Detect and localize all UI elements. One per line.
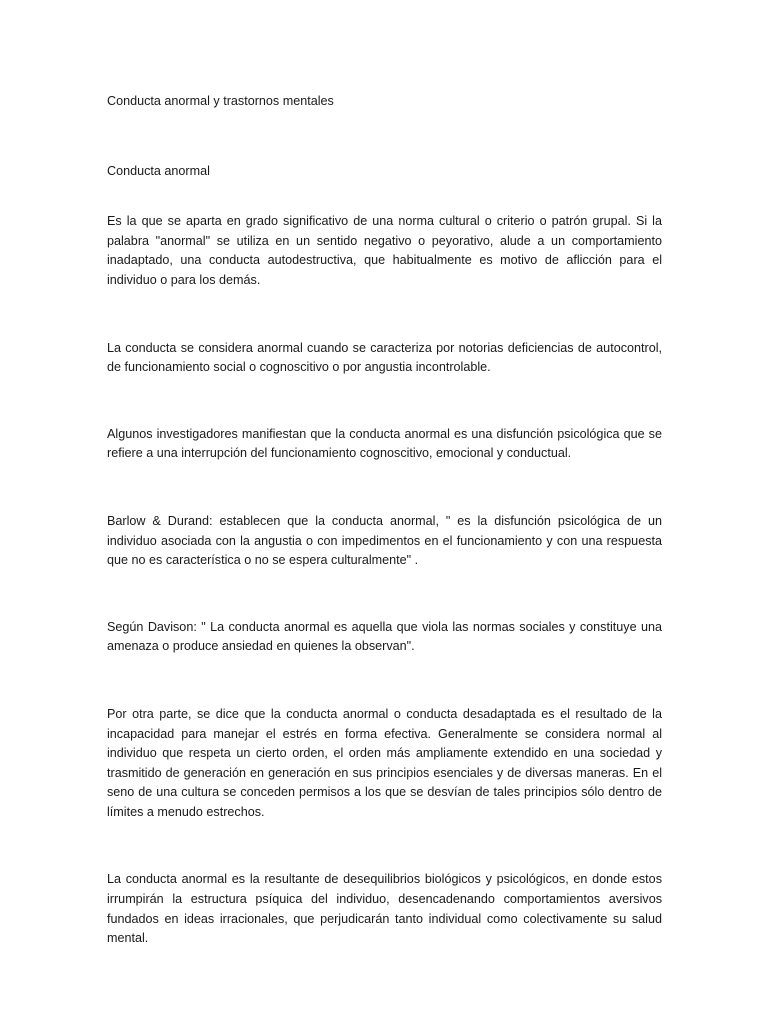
document-title: Conducta anormal y trastornos mentales <box>107 94 334 108</box>
paragraph-estres: Por otra parte, se dice que la conducta anormal o conducta desadaptada es el resultado de la incapacidad para manejar el estrés en forma efectiva. Generalmente se considera normal al individuo que respeta un cierto orden, el orden más ampliamente extendido en una sociedad y trasmitido de generación en generación en sus principios esenciales y de diversas maneras. En el seno de una cultura se conceden permisos a los que se desvían de tales principios sólo dentro de límites a menudo estrechos. <box>107 706 662 819</box>
paragraph-davison: Según Davison: " La conducta anormal es aquella que viola las normas sociales y constituye una amenaza o produce ansiedad en quienes la observan". <box>107 619 662 654</box>
paragraph-investigadores: Algunos investigadores manifiestan que la conducta anormal es una disfunción psicológica que se refiere a una interrupción del funcionamiento cognoscitivo, emocional y conductual. <box>107 426 662 461</box>
paragraph-desequilibrios: La conducta anormal es la resultante de desequilibrios biológicos y psicológicos, en donde estos irrumpirán la estructura psíquica del individuo, desencadenando comportamientos aversivos fundados en ideas irracionales, que perjudicarán tanto individual como colectivamente su salud mental. <box>107 872 662 946</box>
section-heading: Conducta anormal <box>107 163 210 178</box>
paragraph-autocontrol: La conducta se considera anormal cuando se caracteriza por notorias deficiencias de autocontrol, de funcionamiento social o cognoscitivo o por angustia incontrolable. <box>107 340 662 375</box>
paragraph-definition: Es la que se aparta en grado significativo de una norma cultural o criterio o patrón grupal. Si la palabra "anormal" se utiliza en un sentido negativo o peyorativo, alude a un comportamiento inadaptado, una conducta autodestructiva, que habitualmente es motivo de aflicción para el individuo o para los demás. <box>107 214 662 287</box>
paragraph-barlow-durand: Barlow & Durand: establecen que la conducta anormal, " es la disfunción psicológica de un individuo asociada con la angustia o con impedimentos en el funcionamiento y con una respuesta que no es característica o no se espera culturalmente" . <box>107 513 662 568</box>
